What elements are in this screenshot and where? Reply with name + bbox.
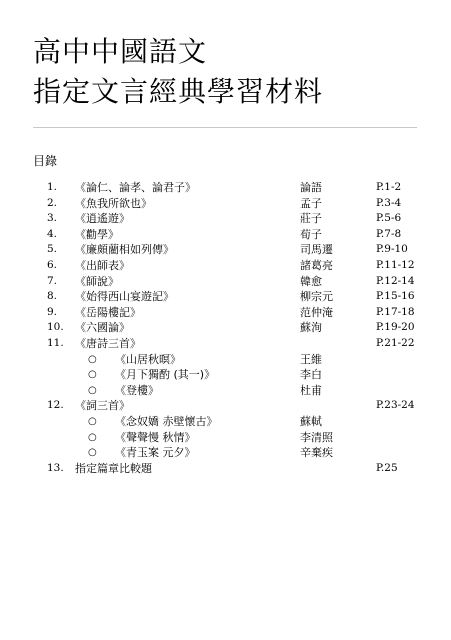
toc-subentry-title: 《聲聲慢 秋情》 [115, 430, 196, 444]
toc-subentry-author: 李白 [300, 368, 322, 382]
document-title-line-1: 高中中國語文 [33, 35, 208, 68]
toc-entry-author: 諸葛亮 [300, 258, 333, 272]
toc-entry-author: 蘇洵 [300, 321, 322, 335]
toc-entry-number: 13. [47, 461, 64, 474]
bullet-icon: ○ [88, 447, 97, 459]
toc-entry-author: 荀子 [300, 227, 322, 241]
toc-entry-page: P.11-12 [376, 258, 415, 271]
toc-entry-number: 11. [47, 336, 64, 349]
toc-entry[interactable] [0, 196, 451, 212]
toc-entry[interactable] [0, 289, 451, 305]
bullet-icon: ○ [88, 431, 97, 443]
toc-subentry-title: 《登樓》 [115, 383, 159, 397]
toc-subentry-title: 《青玉案 元夕》 [115, 446, 196, 460]
toc-entry[interactable] [0, 180, 451, 196]
toc-subentry-author: 辛棄疾 [300, 446, 333, 460]
document-title-line-2: 指定文言經典學習材料 [33, 75, 324, 108]
toc-subentry-author: 李清照 [300, 430, 333, 444]
toc-subentry-author: 杜甫 [300, 383, 322, 397]
toc-entry-page: P.3-4 [376, 196, 402, 209]
toc-entry-number: 6. [47, 258, 58, 271]
toc-entry-title: 《廉頗藺相如列傳》 [75, 243, 174, 257]
toc-entry-page: P.17-18 [376, 305, 415, 318]
toc-entry-page: P.5-6 [376, 212, 402, 225]
bullet-icon: ○ [88, 384, 97, 396]
toc-heading: 目錄 [33, 154, 58, 168]
toc-subentry[interactable] [0, 383, 451, 399]
toc-subentry[interactable] [0, 367, 451, 383]
toc-entry-author: 論語 [300, 181, 322, 194]
toc-entry-number: 10. [47, 321, 64, 334]
toc-entry-title: 《逍遙遊》 [75, 212, 130, 226]
toc-entry-title: 《唐詩三首》 [75, 336, 141, 350]
toc-subentry-author: 蘇軾 [300, 414, 322, 428]
toc-entry-author: 柳宗元 [300, 290, 333, 304]
toc-subentry-author: 王維 [300, 352, 322, 366]
toc-entry-author: 韓愈 [300, 274, 322, 288]
toc-entry-number: 12. [47, 399, 64, 412]
toc-entry-number: 9. [47, 305, 58, 318]
toc-entry-title: 《岳陽樓記》 [75, 305, 141, 319]
toc-subentry[interactable] [0, 414, 451, 430]
toc-entry-title: 《論仁、論孝、論君子》 [75, 181, 196, 194]
toc-subentry-title: 《念奴嬌 赤壁懷古》 [115, 414, 218, 428]
toc-entry-page: P.21-22 [376, 336, 415, 349]
toc-entry[interactable] [0, 258, 451, 274]
toc-entry-page: P.15-16 [376, 290, 415, 303]
toc-entry-page: P.23-24 [376, 399, 415, 412]
toc-entry[interactable] [0, 305, 451, 321]
bullet-icon: ○ [88, 415, 97, 427]
toc-entry[interactable] [0, 274, 451, 290]
bullet-icon: ○ [88, 353, 97, 365]
toc-subentry-title: 《月下獨酌 (其一)》 [115, 368, 216, 382]
toc-entry-page: P.12-14 [376, 274, 415, 287]
toc-subentry[interactable] [0, 430, 451, 446]
toc-entry-number: 2. [47, 196, 58, 209]
toc-entry-title: 《詞三首》 [75, 399, 130, 413]
toc-subentry[interactable] [0, 352, 451, 368]
toc-entry[interactable] [0, 211, 451, 227]
toc-entry-page: P.7-8 [376, 227, 402, 240]
bullet-icon: ○ [88, 369, 97, 381]
title-divider [33, 127, 417, 128]
toc-entry-number: 4. [47, 227, 58, 240]
toc-entry-title: 《魚我所欲也》 [75, 196, 152, 210]
toc-entry[interactable] [0, 242, 451, 258]
toc-entry-number: 5. [47, 243, 58, 256]
toc-entry[interactable] [0, 398, 451, 414]
toc-entry-title: 《始得西山宴遊記》 [75, 290, 174, 304]
toc-entry-page: P.1-2 [376, 181, 402, 193]
toc-entry-number: 7. [47, 274, 58, 287]
toc-entry[interactable] [0, 336, 451, 352]
toc-entry-author: 莊子 [300, 212, 322, 226]
toc-entry-number: 1. [47, 181, 58, 193]
toc-entry-page: P.19-20 [376, 321, 415, 334]
toc-entry[interactable] [0, 320, 451, 336]
toc-subentry[interactable] [0, 445, 451, 461]
toc-subentry-title: 《山居秋暝》 [115, 352, 181, 366]
toc-entry-title: 《出師表》 [75, 258, 130, 272]
toc-entry-author: 司馬遷 [300, 243, 333, 257]
table-of-contents [0, 180, 451, 476]
toc-entry[interactable] [0, 461, 451, 477]
toc-entry-title: 指定篇章比較題 [75, 461, 152, 475]
toc-entry-number: 8. [47, 290, 58, 303]
toc-entry-page: P.9-10 [376, 243, 408, 256]
toc-entry-author: 孟子 [300, 196, 322, 210]
toc-entry[interactable] [0, 227, 451, 243]
toc-entry-title: 《師說》 [75, 274, 119, 288]
toc-entry-title: 《勸學》 [75, 227, 119, 241]
toc-entry-author: 范仲淹 [300, 305, 333, 319]
toc-entry-number: 3. [47, 212, 58, 225]
toc-entry-title: 《六國論》 [75, 321, 130, 335]
toc-entry-page: P.25 [376, 461, 398, 474]
